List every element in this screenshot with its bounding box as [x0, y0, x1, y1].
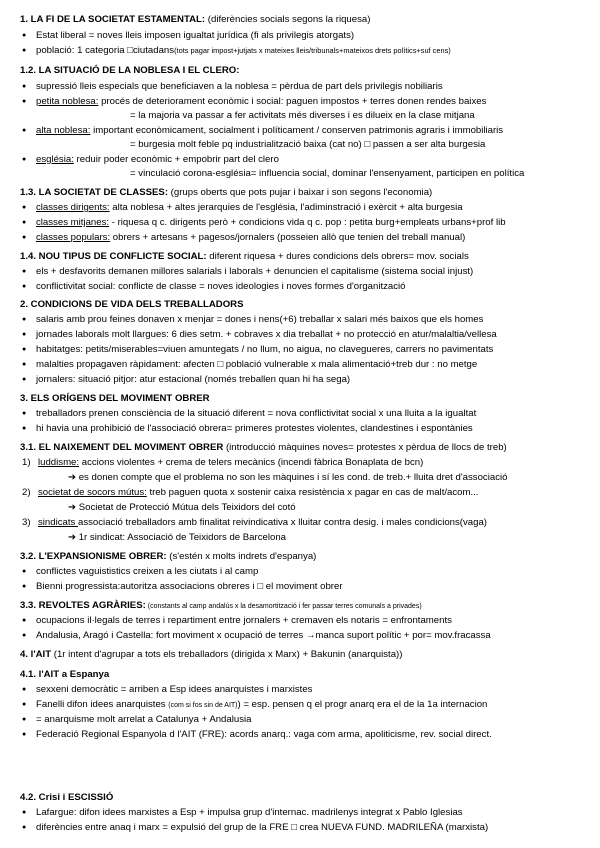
- bullet-text: població: 1 categoria □ciutadans: [36, 45, 175, 56]
- bullet-item: [36, 153, 279, 166]
- bullet-item: ● malalties propagaven ràpidament: afecten □ població vulnerable x mala alimentació+treb dur : no metge: [36, 358, 477, 371]
- heading-text: 3.2. L'EXPANSIONISME OBRER:: [20, 551, 167, 562]
- heading-note: (constants al camp andalús x la desamortització i fer passar terres comunals a privades): [145, 603, 422, 610]
- sub-text: 1r sindicat: Associació de Teixidors de Barcelona: [78, 532, 286, 543]
- list-item: [38, 516, 487, 529]
- bullet-item: ● salaris amb prou feines donaven x menjar = dones i nens(+6) treballar x salari més baixos que els homes: [36, 313, 483, 326]
- bullet-item: [36, 44, 451, 57]
- bullet-item: ● treballadors prenen consciència de la situació diferent = nova conflictivitat social x una lluita a la igualtat: [36, 407, 476, 420]
- bullet-text: procés de deteriorament econòmic i social: paguen impostos + terres donen rendes baixes: [98, 96, 487, 107]
- list-number: 3): [22, 517, 31, 528]
- section-2-heading: 2. CONDICIONS DE VIDA DELS TREBALLADORS: [20, 299, 244, 310]
- continuation-line: = la majoria va passar a fer activitats més diverses i es dilueix en la clase mitjana: [130, 110, 475, 121]
- bullet-item: ● els + desfavorits demanen millores salarials i laborals + denuncien el capitalisme (sistema social injust): [36, 265, 473, 278]
- bullet-item: ● supressió lleis especials que beneficiaven a la noblesa = pèrdua de part dels privilegis nobiliaris: [36, 80, 443, 93]
- sub-arrow-item: [68, 501, 296, 514]
- heading-text: 1.4. NOU TIPUS DE CONFLICTE SOCIAL:: [20, 251, 207, 262]
- term-petita-noblesa: petita noblesa:: [36, 96, 99, 107]
- bullet-item: ● conflictes vaguististics creixen a les ciutats i al camp: [36, 565, 258, 578]
- bullet-item: ● sexxeni democràtic = arriben a Esp idees anarquistes i marxistes: [36, 683, 312, 696]
- term-esglesia: església:: [36, 154, 74, 165]
- bullet-text: Fanelli difon idees anarquistes: [36, 699, 169, 710]
- heading-text: 3.1. EL NAIXEMENT DEL MOVIMENT OBRER: [20, 442, 224, 453]
- arrow-right-icon: ➔: [68, 502, 77, 513]
- section-1-3-heading: [20, 186, 432, 199]
- sub-text: Societat de Protecció Mútua dels Teixidors del cotó: [78, 502, 296, 513]
- heading-text: 3.3. REVOLTES AGRÀRIES:: [20, 600, 146, 611]
- bullet-item: [36, 231, 465, 244]
- bullet-item: ● Bienni progressista:autoritza associacions obreres i □ el moviment obrer: [36, 580, 343, 593]
- section-3-3-heading: [20, 599, 422, 612]
- heading-text: 1.3. LA SOCIETAT DE CLASSES:: [20, 187, 169, 198]
- bullet-item: ● habitatges: petits/miserables=viuen amuntegats / no llum, no aigua, no clavegueres, carrers no pavimentats: [36, 343, 493, 356]
- heading-note: (diferències socials segons la riquesa): [205, 14, 371, 25]
- section-3-2-heading: [20, 550, 316, 563]
- list-text: treb paguen quota x sostenir caixa resistència x pagar en cas de malt/acom...: [146, 487, 479, 498]
- bullet-text: important econòmicament, socialment i políticament / conserven patrimonis agraris i immobiliaris: [90, 125, 504, 136]
- bullet-text: alta noblesa + altes jerarquies de l'església, l'adiminstració i exèrcit + alta burgesia: [109, 202, 463, 213]
- section-3-1-heading: [20, 441, 507, 454]
- sub-text: es donen compte que el problema no son les màquines i sí les cond. de treb.+ lluita dret d'associació: [78, 472, 508, 483]
- bullet-text: reduir poder econòmic + empobrir part del clero: [73, 154, 279, 165]
- list-item: [38, 486, 478, 499]
- list-number: 1): [22, 457, 31, 468]
- bullet-item: ● hi havia una prohibició de l'associació obrera= primeres protestes violentes, clandestines i espontànies: [36, 422, 473, 435]
- heading-text: 1. LA FI DE LA SOCIETAT ESTAMENTAL:: [20, 14, 206, 25]
- bullet-item: ● = anarquisme molt arrelat a Catalunya + Andalusia: [36, 713, 251, 726]
- bullet-item: ● conflictivitat social: conflicte de classe = noves ideologies i noves formes d'organització: [36, 280, 406, 293]
- heading-note: (grups oberts que pots pujar i baixar i son segons l'economia): [168, 187, 433, 198]
- heading-note: (s'estén x molts indrets d'espanya): [166, 551, 317, 562]
- arrow-right-icon: ➔: [68, 532, 77, 543]
- section-1-2-heading: 1.2. LA SITUACIÓ DE LA NOBLESA I EL CLERO:: [20, 65, 240, 76]
- term-classes-dirigents: classes dirigents:: [36, 202, 110, 213]
- bullet-item: ● diferències entre anaq i marx = expulsió del grup de la FRE □ crea NUEVA FUND. MADRILEÑA (marxista): [36, 821, 488, 834]
- list-text: associació treballadors amb finalitat reivindicativa x lluitar contra desig. i males condicions(vaga): [78, 517, 487, 528]
- bullet-text: ) = esp. pensen q el progr anarq era el de la 1a internacion: [237, 699, 488, 710]
- bullet-small-text: (com si fos sin de AIT): [168, 702, 238, 709]
- bullet-item: [36, 698, 487, 711]
- heading-text: 4. l'AIT: [20, 649, 52, 660]
- term-classes-populars: classes populars:: [36, 232, 111, 243]
- bullet-item: ● Andalusia, Aragó i Castella: fort moviment x ocupació de terres →manca suport polític + por= mov.fracassa: [36, 629, 491, 642]
- bullet-item: ● jornalers: situació pitjor: atur estacional (només treballen quan hi ha sega): [36, 373, 350, 386]
- continuation-line: = burgesia molt feble pq industrialització baixa (cat no) □ passen a ser alta burgesia: [130, 139, 486, 150]
- section-1-heading: [20, 13, 370, 26]
- bullet-item: [36, 201, 463, 214]
- list-number: 2): [22, 487, 31, 498]
- bullet-text: - riquesa q c. dirigents però + condicions vida q c. pop : petita burg+empleats urbans+prof lib: [109, 217, 506, 228]
- bullet-item: ● Estat liberal = noves lleis imposen igualtat jurídica (fi als privilegis atorgats): [36, 29, 354, 42]
- sub-arrow-item: [68, 531, 286, 544]
- bullet-small-text: (tots pagar impost+jutjats x mateixes lleis/tribunals+mateixos drets polítics+suf cens): [174, 46, 451, 55]
- arrow-right-icon: ➔: [68, 472, 77, 483]
- bullet-item: ● jornades laborals molt llargues: 6 dies setm. + cobraves x dia treballat + no protecció en atur/malaltia/vellesa: [36, 328, 497, 341]
- term-luddisme: luddisme:: [38, 457, 80, 468]
- section-4-1-heading: 4.1. l'AIT a Espanya: [20, 669, 110, 680]
- list-text: accions violentes + crema de telers mecànics (incendi fàbrica Bonaplata de bcn): [79, 457, 424, 468]
- term-socors-mutus: societat de socors mútus:: [38, 487, 147, 498]
- term-sindicats: sindicats: [38, 517, 78, 528]
- bullet-item: ● ocupacions il·legals de terres i repartiment entre jornalers + cremaven els notaris = enfrontaments: [36, 614, 452, 627]
- section-4-2-heading: 4.2. Crisi i ESCISSIÓ: [20, 792, 114, 803]
- term-classes-mitjanes: classes mitjanes:: [36, 217, 110, 228]
- section-1-4-heading: [20, 250, 469, 263]
- section-3-heading: 3. ELS ORÍGENS DEL MOVIMENT OBRER: [20, 393, 210, 404]
- heading-note: (introducció màquines noves= protestes x pèrdua de llocs de treb): [223, 442, 507, 453]
- heading-note: diferent riquesa + dures condicions dels obrers= mov. socials: [206, 251, 469, 262]
- term-alta-noblesa: alta noblesa:: [36, 125, 91, 136]
- bullet-item: [36, 124, 503, 137]
- list-item: [38, 456, 423, 469]
- bullet-item: ● Lafargue: difon idees marxistes a Esp + impulsa grup d'internac. madrilenys integrat x Pablo Iglesias: [36, 806, 463, 819]
- continuation-line: = vinculació corona-església= influencia social, dominar l'ensenyament, participen en política: [130, 168, 525, 179]
- heading-note: (1r intent d'agrupar a tots els treballadors (dirigida x Marx) + Bakunin (anarquista)): [51, 649, 403, 660]
- bullet-item: [36, 216, 506, 229]
- section-4-heading: [20, 648, 402, 661]
- sub-arrow-item: [68, 471, 507, 484]
- bullet-text: obrers + artesans + pagesos/jornalers (posseien allò que tenien del treball manual): [110, 232, 466, 243]
- bullet-item: ● Federació Regional Espanyola d l'AIT (FRE): acords anarq.: vaga com arma, apoliticisme, rev. social direct.: [36, 728, 492, 741]
- bullet-item: [36, 95, 486, 108]
